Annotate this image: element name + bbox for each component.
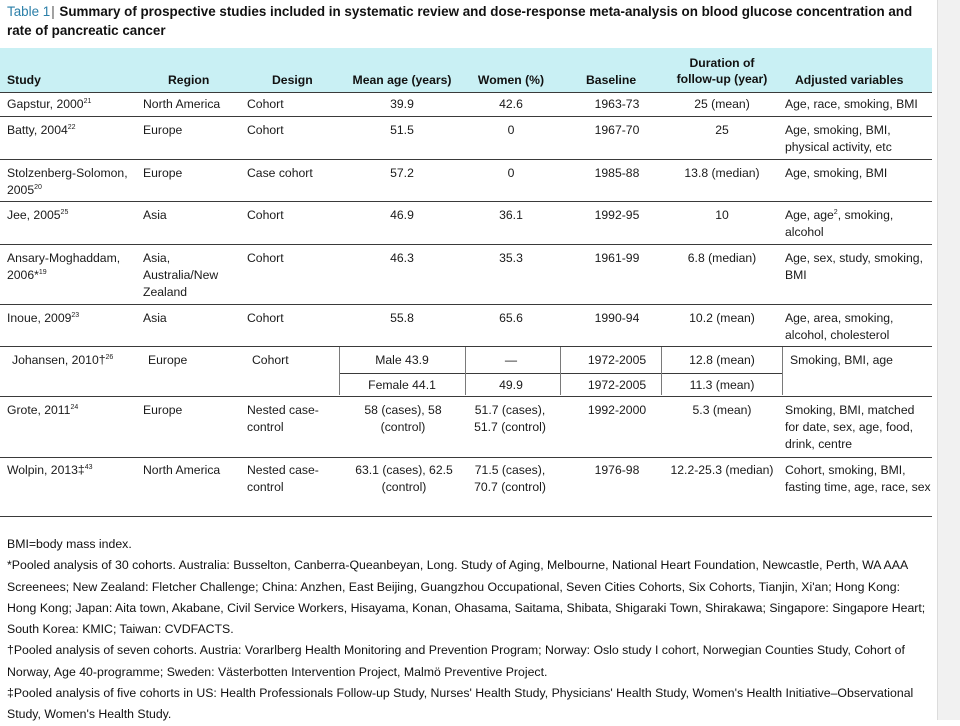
baseline: 1963-73 xyxy=(594,97,640,111)
adjusted-variables: Age, race, smoking, BMI xyxy=(785,97,918,111)
study-name: Wolpin, 2013‡$^{43}$ xyxy=(7,463,93,477)
mean-age: 51.5 xyxy=(390,123,414,137)
region: Asia xyxy=(143,208,167,222)
baseline-male: 1972-2005 xyxy=(587,353,647,367)
mean-age-male: Male 43.9 xyxy=(375,353,429,367)
row-rule xyxy=(0,516,932,517)
design: Nested case-control xyxy=(247,463,319,494)
women-percent-female: 49.9 xyxy=(499,378,523,392)
design: Cohort xyxy=(252,353,289,367)
duration: 10 xyxy=(715,208,729,222)
header-rule xyxy=(0,92,932,93)
women-percent: 0 xyxy=(507,123,515,137)
study-name: Ansary-Moghaddam, 2006*$^{19}$ xyxy=(7,251,121,282)
duration: 13.8 (median) xyxy=(684,166,760,180)
baseline: 1985-88 xyxy=(594,166,640,180)
mean-age: 58 (cases), 58 (control) xyxy=(364,403,442,434)
women-percent: 35.3 xyxy=(499,251,523,265)
women-percent: 71.5 (cases), 70.7 (control) xyxy=(474,463,546,494)
duration-male: 12.8 (mean) xyxy=(689,353,755,367)
design: Cohort xyxy=(247,251,284,265)
duration: 25 (mean) xyxy=(694,97,750,111)
duration: 25 xyxy=(715,123,729,137)
women-percent: 51.7 (cases), 51.7 (control) xyxy=(474,403,546,434)
adjusted-variables: Age, sex, study, smoking, BMI xyxy=(785,251,923,282)
row-rule xyxy=(0,457,932,458)
region: Asia, Australia/New Zealand xyxy=(143,251,219,299)
baseline: 1992-2000 xyxy=(587,403,647,417)
design: Cohort xyxy=(247,97,284,111)
baseline: 1961-99 xyxy=(594,251,640,265)
table-header xyxy=(0,48,932,92)
row-rule xyxy=(0,244,932,245)
women-percent: 42.6 xyxy=(499,97,523,111)
study-name: Jee, 2005$^{25}$ xyxy=(7,208,69,222)
duration: 10.2 (mean) xyxy=(689,311,755,325)
mean-age: 63.1 (cases), 62.5 (control) xyxy=(355,463,453,494)
region: Asia xyxy=(143,311,167,325)
adjusted-variables: Smoking, BMI, matched for date, sex, age, food, drink, centre xyxy=(785,403,915,451)
design: Cohort xyxy=(247,123,284,137)
region: Europe xyxy=(143,403,183,417)
adjusted-variables: Age, age$^2$, smoking, alcohol xyxy=(785,208,894,239)
header-study: Study xyxy=(7,73,41,87)
column-rule xyxy=(465,347,466,395)
caption-separator: | xyxy=(51,4,55,19)
table-footnotes xyxy=(7,534,932,726)
mean-age-female: Female 44.1 xyxy=(368,378,436,392)
study-name: Inoue, 2009$^{23}$ xyxy=(7,311,80,325)
page-edge xyxy=(937,0,960,720)
mean-age: 57.2 xyxy=(390,166,414,180)
header-duration: Duration of follow-up (year) xyxy=(676,56,768,86)
mean-age: 39.9 xyxy=(390,97,414,111)
row-rule xyxy=(0,201,932,202)
table-title: Summary of prospective studies included in systematic review and dose-response meta-analysis on blood glucose concentration and rate of pancreatic cancer xyxy=(7,4,913,38)
header-mean-age: Mean age (years) xyxy=(352,73,452,87)
column-rule xyxy=(560,347,561,395)
region: North America xyxy=(143,97,221,111)
adjusted-variables: Age, smoking, BMI xyxy=(785,166,888,180)
study-name: Johansen, 2010†$^{26}$ xyxy=(12,353,114,367)
header-design: Design xyxy=(272,73,313,87)
design: Cohort xyxy=(247,208,284,222)
design: Cohort xyxy=(247,311,284,325)
baseline: 1992-95 xyxy=(594,208,640,222)
footnote: *Pooled analysis of 30 cohorts. Australia: Busselton, Canberra-Queanbeyan, Long. Study of Aging, Melbourne, National Heart Foundation, Newcastle, Perth, WA AAA Screenees; New Zealand: Fletcher Challenge; China: Anzhen, East Beijing, Guangzhou Occupational, Seven Cities Cohorts, Six Cohorts, Tianjin, Xi'an; Hong Kong: Hong Kong; Japan: Aita town, Akabane, Civil Service Workers, Hisayama, Konan, Ohasama, Saitama, Shibata, Shigaraki Town, Shirakawa; Singapore: Singapore Heart; South Korea: KMIC; Taiwan: CVDFACTS. xyxy=(7,558,926,637)
adjusted-variables: Cohort, smoking, BMI, fasting time, age, race, sex xyxy=(785,463,931,494)
baseline-female: 1972-2005 xyxy=(587,378,647,392)
study-name: Gapstur, 2000$^{21}$ xyxy=(7,97,92,111)
column-rule xyxy=(339,347,340,395)
row-rule xyxy=(0,396,932,397)
study-name: Stolzenberg-Solomon, 2005$^{20}$ xyxy=(7,166,128,197)
header-baseline: Baseline xyxy=(586,73,637,87)
header-adjusted: Adjusted variables xyxy=(795,73,904,87)
region: Europe xyxy=(148,353,188,367)
column-rule xyxy=(782,347,783,395)
duration: 5.3 (mean) xyxy=(692,403,752,417)
mean-age: 46.3 xyxy=(390,251,414,265)
design: Case cohort xyxy=(247,166,313,180)
row-rule xyxy=(0,304,932,305)
header-women: Women (%) xyxy=(477,73,545,87)
footnote: †Pooled analysis of seven cohorts. Austria: Vorarlberg Health Monitoring and Prevention Program; Norway: Oslo study I cohort, Norwegian Counties Study, Cohort of Norway, Age 40-programme; Sweden: Västerbotten Intervention Project, Malmö Preventive Project. xyxy=(7,643,905,679)
study-name: Batty, 2004$^{22}$ xyxy=(7,123,76,137)
region: Europe xyxy=(143,123,183,137)
region: Europe xyxy=(143,166,183,180)
adjusted-variables: Smoking, BMI, age xyxy=(790,353,893,367)
table-label: Table 1 xyxy=(7,4,51,19)
footnote: BMI=body mass index. xyxy=(7,537,132,551)
duration-female: 11.3 (mean) xyxy=(689,378,755,392)
baseline: 1990-94 xyxy=(594,311,640,325)
study-name: Grote, 2011$^{24}$ xyxy=(7,403,79,417)
women-percent: 0 xyxy=(507,166,515,180)
footnote: ‡Pooled analysis of five cohorts in US: Health Professionals Follow-up Study, Nurses' Health Study, Physicians' Health Study, Women's Health Initiative–Observational Study, Women's Health Study. xyxy=(7,686,914,722)
sub-row-rule xyxy=(340,373,782,374)
header-region: Region xyxy=(168,73,210,87)
baseline: 1967-70 xyxy=(594,123,640,137)
table-caption xyxy=(7,2,932,40)
baseline: 1976-98 xyxy=(594,463,640,477)
duration: 12.2-25.3 (median) xyxy=(670,463,774,477)
women-percent-male: — xyxy=(504,353,518,367)
duration: 6.8 (median) xyxy=(687,251,757,265)
column-rule xyxy=(661,347,662,395)
mean-age: 55.8 xyxy=(390,311,414,325)
women-percent: 65.6 xyxy=(499,311,523,325)
row-rule xyxy=(0,346,932,347)
region: North America xyxy=(143,463,221,477)
adjusted-variables: Age, area, smoking, alcohol, cholesterol xyxy=(785,311,894,342)
design: Nested case-control xyxy=(247,403,319,434)
adjusted-variables: Age, smoking, BMI, physical activity, etc xyxy=(785,123,892,154)
row-rule xyxy=(0,116,932,117)
women-percent: 36.1 xyxy=(499,208,523,222)
row-rule xyxy=(0,159,932,160)
mean-age: 46.9 xyxy=(390,208,414,222)
